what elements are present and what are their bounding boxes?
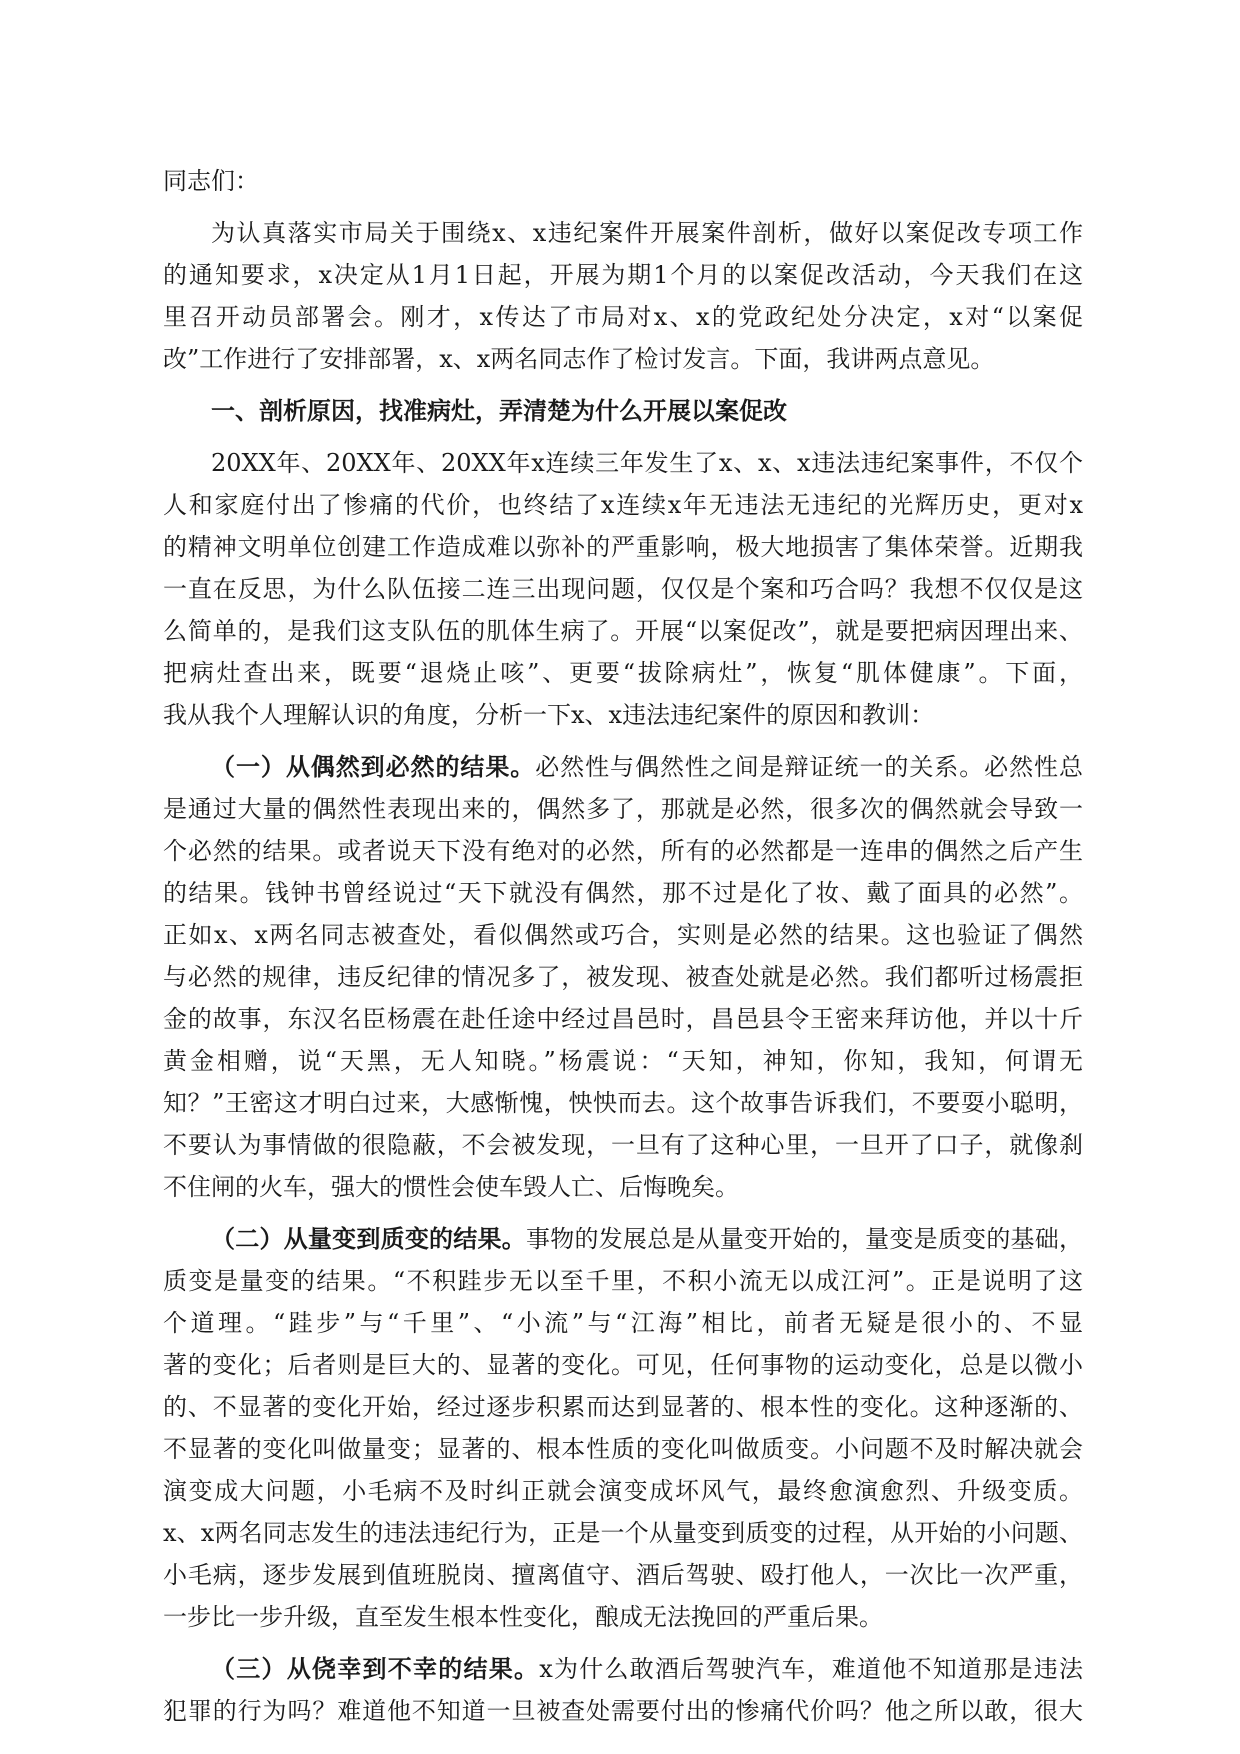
paragraph-line: 与必然的规律，违反纪律的情况多了，被发现、被查处就是必然。我们都听过杨震拒 <box>163 963 1083 991</box>
section-heading-1 <box>163 390 1083 432</box>
heading-text: 一、剖析原因，找准病灶，弄清楚为什么开展以案促改 <box>211 396 787 425</box>
paragraph-line: 黄金相赠，说“天黑，无人知晓。”杨震说：“天知，神知，你知，我知，何谓无 <box>163 1047 1083 1075</box>
paragraph-line: 不住闸的火车，强大的惯性会使车毁人亡、后悔晚矣。 <box>163 1173 739 1201</box>
paragraph-line: 犯罪的行为吗？难道他不知道一旦被查处需要付出的惨痛代价吗？他之所以敢，很大 <box>163 1697 1083 1725</box>
paragraph-line: 的通知要求，x决定从1月1日起，开展为期1个月的以案促改活动，今天我们在这 <box>163 261 1083 289</box>
subsection-3 <box>163 1648 1083 1732</box>
paragraph-line: 的精神文明单位创建工作造成难以弥补的严重影响，极大地损害了集体荣誉。近期我 <box>163 533 1083 561</box>
paragraph-line: 正如x、x两名同志被查处，看似偶然或巧合，实则是必然的结果。这也验证了偶然 <box>163 921 1083 949</box>
paragraph-line: 演变成大问题，小毛病不及时纠正就会演变成坏风气，最终愈演愈烈、升级变质。 <box>163 1477 1083 1505</box>
subsection-first-line <box>163 746 1083 788</box>
paragraph-line: 的结果。钱钟书曾经说过“天下就没有偶然，那不过是化了妆、戴了面具的必然”。 <box>163 879 1083 907</box>
subsection-2 <box>163 1218 1083 1638</box>
paragraph-line: 里召开动员部署会。刚才，x传达了市局对x、x的党政纪处分决定，x对“以案促 <box>163 303 1083 331</box>
paragraph-line: 小毛病，逐步发展到值班脱岗、擅离值守、酒后驾驶、殴打他人，一次比一次严重， <box>163 1561 1083 1589</box>
subsection-first-text: 必然性与偶然性之间是辩证统一的关系。必然性总 <box>535 753 1083 781</box>
subsection-first-text: 事物的发展总是从量变开始的，量变是质变的基础， <box>525 1225 1084 1253</box>
paragraph-line: 质变是量变的结果。“不积跬步无以至千里，不积小流无以成江河”。正是说明了这 <box>163 1267 1083 1295</box>
paragraph-line: 人和家庭付出了惨痛的代价，也终结了x连续x年无违法无违纪的光辉历史，更对x <box>163 491 1083 519</box>
paragraph-line: 是通过大量的偶然性表现出来的，偶然多了，那就是必然，很多次的偶然就会导致一 <box>163 795 1083 823</box>
document-page <box>163 160 1083 1742</box>
subsection-title: （二）从量变到质变的结果。 <box>211 1224 526 1253</box>
subsection-first-text: x为什么敢酒后驾驶汽车，难道他不知道那是违法 <box>539 1655 1083 1683</box>
paragraph-line: 的、不显著的变化开始，经过逐步积累而达到显著的、根本性的变化。这种逐渐的、 <box>163 1393 1083 1421</box>
paragraph-line: 我从我个人理解认识的角度，分析一下x、x违法违纪案件的原因和教训： <box>163 701 935 729</box>
paragraph-line: x、x两名同志发生的违法违纪行为，正是一个从量变到质变的过程，从开始的小问题、 <box>163 1519 1083 1547</box>
paragraph-line: 为认真落实市局关于围绕x、x违纪案件开展案件剖析，做好以案促改专项工作 <box>211 219 1083 247</box>
paragraph-line: 不显著的变化叫做量变；显著的、根本性质的变化叫做质变。小问题不及时解决就会 <box>163 1435 1083 1463</box>
paragraph-line: 知？”王密这才明白过来，大感惭愧，怏怏而去。这个故事告诉我们，不要耍小聪明， <box>163 1089 1083 1117</box>
paragraph-line: 把病灶查出来，既要“退烧止咳”、更要“拔除病灶”，恢复“肌体健康”。下面， <box>163 659 1083 687</box>
paragraph-line: 一直在反思，为什么队伍接二连三出现问题，仅仅是个案和巧合吗？我想不仅仅是这 <box>163 575 1083 603</box>
subsection-title: （三）从侥幸到不幸的结果。 <box>211 1654 540 1683</box>
paragraph-line: 一步比一步升级，直至发生根本性变化，酿成无法挽回的严重后果。 <box>163 1603 883 1631</box>
paragraph-line: 个道理。“跬步”与“千里”、“小流”与“江海”相比，前者无疑是很小的、不显 <box>163 1309 1083 1337</box>
paragraph-line: 金的故事，东汉名臣杨震在赴任途中经过昌邑时，昌邑县令王密来拜访他，并以十斤 <box>163 1005 1083 1033</box>
paragraph-line: 20XX年、20XX年、20XX年x连续三年发生了x、x、x违法违纪案事件，不仅个 <box>211 449 1083 477</box>
intro-paragraph <box>163 212 1083 380</box>
paragraph-line: 著的变化；后者则是巨大的、显著的变化。可见，任何事物的运动变化，总是以微小 <box>163 1351 1083 1379</box>
subsection-first-line <box>163 1648 1083 1690</box>
paragraph-line: 改”工作进行了安排部署，x、x两名同志作了检讨发言。下面，我讲两点意见。 <box>163 345 995 373</box>
salutation-line: 同志们： <box>163 167 259 195</box>
section-1-paragraph <box>163 442 1083 736</box>
paragraph-line: 么简单的，是我们这支队伍的肌体生病了。开展“以案促改”，就是要把病因理出来、 <box>163 617 1083 645</box>
paragraph-line: 不要认为事情做的很隐蔽，不会被发现，一旦有了这种心里，一旦开了口子，就像刹 <box>163 1131 1083 1159</box>
paragraph-line: 个必然的结果。或者说天下没有绝对的必然，所有的必然都是一连串的偶然之后产生 <box>163 837 1083 865</box>
subsection-title: （一）从偶然到必然的结果。 <box>211 752 536 781</box>
subsection-1 <box>163 746 1083 1208</box>
salutation <box>163 160 1083 202</box>
subsection-first-line <box>163 1218 1083 1260</box>
